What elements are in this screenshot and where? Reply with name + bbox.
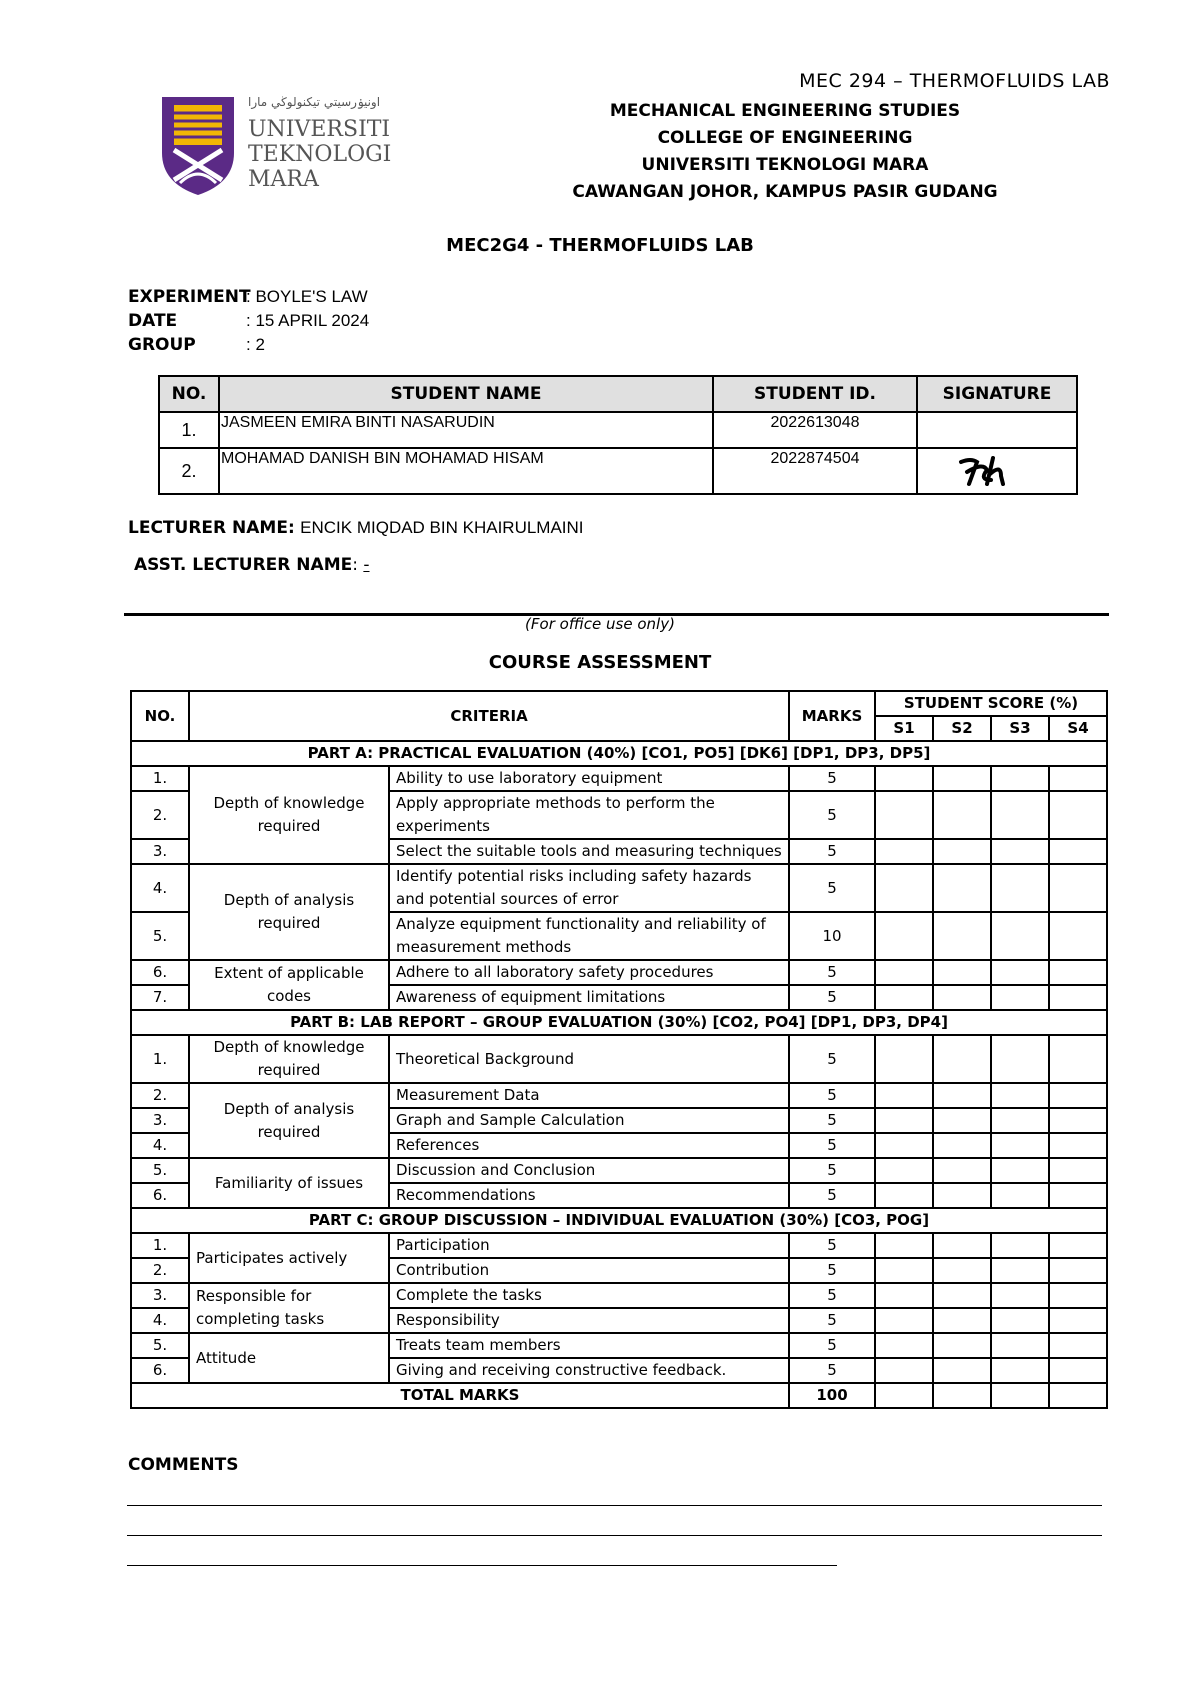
lecturer-label: LECTURER NAME:: [128, 518, 295, 538]
student-name: JASMEEN EMIRA BINTI NASARUDIN: [219, 412, 713, 448]
criteria-group: Depth of knowledge required: [189, 766, 389, 864]
office-use-note: (For office use only): [525, 615, 675, 633]
marks: 5: [789, 1308, 875, 1333]
score-cell: [1049, 1035, 1107, 1083]
score-cell: [875, 1035, 933, 1083]
score-cell: [991, 864, 1049, 912]
score-cell: [875, 1108, 933, 1133]
score-cell: [875, 1283, 933, 1308]
marks: 5: [789, 1158, 875, 1183]
row-no: 3.: [131, 839, 189, 864]
marks: 5: [789, 1183, 875, 1208]
table-row: [131, 1333, 1107, 1358]
criteria-item: Responsibility: [389, 1308, 789, 1333]
marks: 5: [789, 839, 875, 864]
part-c-title: PART C: GROUP DISCUSSION – INDIVIDUAL EVALUATION (30%) [CO3, POG]: [131, 1208, 1107, 1233]
score-cell: [991, 1308, 1049, 1333]
criteria-item: Graph and Sample Calculation: [389, 1108, 789, 1133]
score-cell: [933, 766, 991, 791]
criteria-item: References: [389, 1133, 789, 1158]
col-no: NO.: [131, 691, 189, 741]
group-label: GROUP: [128, 335, 196, 355]
criteria-group: Attitude: [189, 1333, 389, 1383]
table-row: [131, 1283, 1107, 1308]
row-no: 6.: [131, 1358, 189, 1383]
row-no: 6.: [131, 1183, 189, 1208]
student-no: 1.: [159, 412, 219, 448]
score-cell: [875, 985, 933, 1010]
criteria-item: Select the suitable tools and measuring techniques: [389, 839, 789, 864]
score-cell: [875, 1308, 933, 1333]
score-cell: [875, 912, 933, 960]
part-a-title: PART A: PRACTICAL EVALUATION (40%) [CO1, PO5] [DK6] [DP1, DP3, DP5]: [131, 741, 1107, 766]
logo-line: MARA: [248, 167, 319, 192]
criteria-item: Ability to use laboratory equipment: [389, 766, 789, 791]
score-cell: [1049, 985, 1107, 1010]
score-cell: [933, 864, 991, 912]
university-logo: [160, 95, 400, 200]
score-cell: [1049, 1283, 1107, 1308]
score-cell: [991, 1233, 1049, 1258]
row-no: 6.: [131, 960, 189, 985]
score-cell: [1049, 1233, 1107, 1258]
score-cell: [875, 839, 933, 864]
score-cell: [991, 1258, 1049, 1283]
logo-arabic-text: اونيۏرسيتي تيكنولوڬي مارا: [248, 95, 381, 109]
asst-lecturer-line: [134, 555, 370, 575]
score-cell: [875, 1333, 933, 1358]
row-no: 3.: [131, 1108, 189, 1133]
criteria-item: Adhere to all laboratory safety procedures: [389, 960, 789, 985]
score-cell: [1049, 839, 1107, 864]
col-no: NO.: [159, 376, 219, 412]
table-row: [159, 412, 1077, 448]
comment-line: [127, 1535, 1102, 1536]
institution-line: UNIVERSITI TEKNOLOGI MARA: [641, 155, 929, 175]
marks: 5: [789, 960, 875, 985]
marks: 5: [789, 1083, 875, 1108]
experiment-value: : BOYLE'S LAW: [246, 287, 368, 306]
student-no: 2.: [159, 448, 219, 494]
score-cell: [933, 1258, 991, 1283]
score-cell: [1049, 1333, 1107, 1358]
score-cell: [933, 1233, 991, 1258]
marks: 5: [789, 1108, 875, 1133]
score-cell: [875, 1133, 933, 1158]
asst-lecturer-label: ASST. LECTURER NAME: [134, 555, 353, 575]
asst-lecturer-name: -: [363, 555, 370, 575]
col-student-name: STUDENT NAME: [219, 376, 713, 412]
document-title: MEC2G4 - THERMOFLUIDS LAB: [446, 235, 754, 256]
score-cell: [875, 1083, 933, 1108]
marks: 5: [789, 791, 875, 839]
score-cell: [875, 1383, 933, 1408]
institution-line: COLLEGE OF ENGINEERING: [657, 128, 913, 148]
group-value: : 2: [246, 335, 265, 354]
student-name: MOHAMAD DANISH BIN MOHAMAD HISAM: [219, 448, 713, 494]
row-no: 1.: [131, 1233, 189, 1258]
score-cell: [933, 1358, 991, 1383]
score-cell: [991, 766, 1049, 791]
assessment-table: [130, 690, 1108, 1409]
criteria-item: Giving and receiving constructive feedback.: [389, 1358, 789, 1383]
table-row: [131, 1083, 1107, 1108]
row-no: 4.: [131, 1133, 189, 1158]
criteria-item: Analyze equipment functionality and reliability of measurement methods: [389, 912, 789, 960]
date-value: : 15 APRIL 2024: [246, 311, 370, 330]
score-cell: [933, 791, 991, 839]
marks: 5: [789, 1333, 875, 1358]
criteria-group: Familiarity of issues: [189, 1158, 389, 1208]
criteria-item: Apply appropriate methods to perform the experiments: [389, 791, 789, 839]
marks: 5: [789, 985, 875, 1010]
score-cell: [933, 912, 991, 960]
score-cell: [1049, 766, 1107, 791]
score-cell: [933, 839, 991, 864]
score-cell: [875, 1158, 933, 1183]
marks: 5: [789, 766, 875, 791]
criteria-item: Awareness of equipment limitations: [389, 985, 789, 1010]
criteria-item: Complete the tasks: [389, 1283, 789, 1308]
institution-line: MECHANICAL ENGINEERING STUDIES: [609, 101, 961, 121]
criteria-item: Theoretical Background: [389, 1035, 789, 1083]
score-cell: [1049, 1358, 1107, 1383]
criteria-item: Measurement Data: [389, 1083, 789, 1108]
marks: 5: [789, 1258, 875, 1283]
criteria-item: Identify potential risks including safety hazards and potential sources of error: [389, 864, 789, 912]
lecturer-name: ENCIK MIQDAD BIN KHAIRULMAINI: [300, 518, 584, 537]
handwritten-signature: [957, 454, 1037, 488]
marks: 5: [789, 1233, 875, 1258]
table-row: [131, 1158, 1107, 1183]
score-cell: [875, 1258, 933, 1283]
total-row: [131, 1383, 1107, 1408]
score-cell: [991, 1383, 1049, 1408]
table-row: [131, 766, 1107, 791]
score-cell: [875, 766, 933, 791]
row-no: 1.: [131, 766, 189, 791]
score-cell: [933, 985, 991, 1010]
score-cell: [991, 1283, 1049, 1308]
score-cell: [875, 1358, 933, 1383]
marks: 5: [789, 1283, 875, 1308]
row-no: 2.: [131, 791, 189, 839]
marks: 5: [789, 1358, 875, 1383]
score-cell: [933, 1183, 991, 1208]
score-cell: [1049, 1158, 1107, 1183]
score-cell: [933, 1333, 991, 1358]
score-cell: [933, 1133, 991, 1158]
score-cell: [1049, 791, 1107, 839]
marks: 5: [789, 1133, 875, 1158]
score-cell: [933, 1383, 991, 1408]
table-row: [131, 864, 1107, 912]
row-no: 5.: [131, 912, 189, 960]
score-cell: [875, 960, 933, 985]
score-cell: [875, 864, 933, 912]
score-cell: [1049, 1108, 1107, 1133]
row-no: 2.: [131, 1258, 189, 1283]
comment-line: [127, 1505, 1102, 1506]
score-cell: [1049, 1258, 1107, 1283]
score-cell: [991, 1083, 1049, 1108]
table-row: [159, 448, 1077, 494]
score-cell: [991, 960, 1049, 985]
student-id: 2022874504: [713, 448, 917, 494]
course-code: MEC 294 – THERMOFLUIDS LAB: [799, 70, 1110, 92]
asst-lecturer-sep: :: [352, 555, 358, 575]
score-cell: [1049, 960, 1107, 985]
logo-line: TEKNOLOGI: [248, 142, 392, 167]
criteria-group: Depth of analysis required: [189, 1083, 389, 1158]
criteria-item: Discussion and Conclusion: [389, 1158, 789, 1183]
comments-label: COMMENTS: [128, 1455, 239, 1475]
criteria-group: Depth of analysis required: [189, 864, 389, 960]
col-signature: SIGNATURE: [917, 376, 1077, 412]
col-marks: MARKS: [789, 691, 875, 741]
lecturer-line: [128, 518, 584, 538]
row-no: 7.: [131, 985, 189, 1010]
score-cell: [933, 1308, 991, 1333]
score-cell: [991, 839, 1049, 864]
score-cell: [991, 1158, 1049, 1183]
score-cell: [1049, 1083, 1107, 1108]
score-cell: [875, 1183, 933, 1208]
marks: 5: [789, 1035, 875, 1083]
assessment-title: COURSE ASSESSMENT: [488, 652, 712, 673]
score-cell: [991, 1133, 1049, 1158]
logo-wordmark: [248, 117, 391, 192]
score-cell: [1049, 1383, 1107, 1408]
criteria-item: Participation: [389, 1233, 789, 1258]
col-s1: S1: [875, 716, 933, 741]
institution-line: CAWANGAN JOHOR, KAMPUS PASIR GUDANG: [572, 182, 998, 202]
table-row: [131, 1233, 1107, 1258]
student-id: 2022613048: [713, 412, 917, 448]
table-row: [131, 960, 1107, 985]
total-marks-label: TOTAL MARKS: [131, 1383, 789, 1408]
col-s4: S4: [1049, 716, 1107, 741]
score-cell: [1049, 912, 1107, 960]
student-signature: [917, 412, 1077, 448]
score-cell: [991, 912, 1049, 960]
score-cell: [1049, 1308, 1107, 1333]
experiment-meta: [128, 285, 369, 357]
criteria-item: Recommendations: [389, 1183, 789, 1208]
row-no: 2.: [131, 1083, 189, 1108]
row-no: 4.: [131, 864, 189, 912]
col-s3: S3: [991, 716, 1049, 741]
logo-line: UNIVERSITI: [248, 117, 391, 142]
score-cell: [991, 1333, 1049, 1358]
score-cell: [933, 1035, 991, 1083]
marks: 5: [789, 864, 875, 912]
score-cell: [933, 1108, 991, 1133]
score-cell: [991, 1183, 1049, 1208]
row-no: 5.: [131, 1158, 189, 1183]
table-row: [131, 1035, 1107, 1083]
score-cell: [991, 985, 1049, 1010]
assessment-header-row: [131, 691, 1107, 716]
score-cell: [1049, 1133, 1107, 1158]
student-signature: [917, 448, 1077, 494]
score-cell: [933, 1283, 991, 1308]
score-cell: [1049, 864, 1107, 912]
date-label: DATE: [128, 311, 178, 331]
student-table-header: [159, 376, 1077, 412]
criteria-item: Contribution: [389, 1258, 789, 1283]
score-cell: [875, 1233, 933, 1258]
col-student-id: STUDENT ID.: [713, 376, 917, 412]
score-cell: [875, 791, 933, 839]
score-cell: [991, 1035, 1049, 1083]
student-table: [158, 375, 1078, 495]
row-no: 3.: [131, 1283, 189, 1308]
score-cell: [991, 1108, 1049, 1133]
part-b-title: PART B: LAB REPORT – GROUP EVALUATION (30%) [CO2, PO4] [DP1, DP3, DP4]: [131, 1010, 1107, 1035]
score-cell: [933, 1158, 991, 1183]
score-cell: [991, 791, 1049, 839]
experiment-label: EXPERIMENT: [128, 287, 251, 307]
score-cell: [1049, 1183, 1107, 1208]
row-no: 5.: [131, 1333, 189, 1358]
institution-block: [560, 98, 1010, 206]
total-marks-value: 100: [789, 1383, 875, 1408]
col-student-score: STUDENT SCORE (%): [875, 691, 1107, 716]
row-no: 4.: [131, 1308, 189, 1333]
score-cell: [991, 1358, 1049, 1383]
criteria-group: Depth of knowledge required: [189, 1035, 389, 1083]
criteria-item: Treats team members: [389, 1333, 789, 1358]
criteria-group: Responsible for completing tasks: [189, 1283, 389, 1333]
col-s2: S2: [933, 716, 991, 741]
score-cell: [933, 1083, 991, 1108]
criteria-group: Participates actively: [189, 1233, 389, 1283]
row-no: 1.: [131, 1035, 189, 1083]
comment-line: [127, 1565, 837, 1566]
col-criteria: CRITERIA: [189, 691, 789, 741]
criteria-group: Extent of applicable codes: [189, 960, 389, 1010]
marks: 10: [789, 912, 875, 960]
score-cell: [933, 960, 991, 985]
